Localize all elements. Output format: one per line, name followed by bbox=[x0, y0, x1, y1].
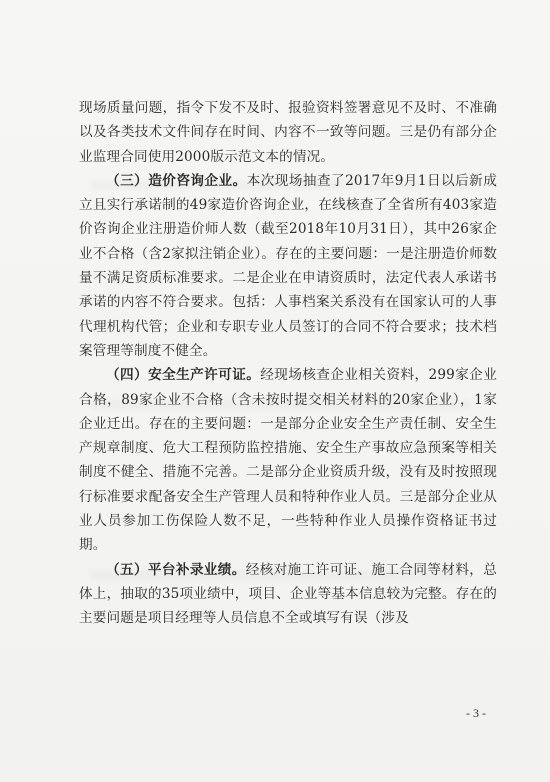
paragraph-text: 经核对施工许可证、施工合同等材料，总体上，抽取的35项业绩中，项目、企业等基本信息较为完整。存在的主要问题是项目经理等人员信息不全或填写有误（涉及 bbox=[79, 561, 498, 627]
paragraph-text: 经现场核查企业相关资料，299家企业合格，89家企业不合格（含未按时提交相关材料的20家企业），1家企业迁出。存在的主要问题：一是部分企业安全生产责任制、安全生产规章制度、危大工程预防监控措施、安全生产事故应急预案等相关制度不健全、措施不完善。二是部分企业资质升级，没有及时按照现行标准要求配备安全生产管理人员和特种作业人员。三是部分企业从业人员参加工伤保险人数不足，一些特种作业人员操作资格证书过期。 bbox=[79, 367, 497, 554]
paragraph-safety-license bbox=[79, 363, 497, 557]
paragraph-quality-issues bbox=[79, 96, 497, 169]
paragraph-text: 现场质量问题，指令下发不及时、报验资料签署意见不及时、不准确以及各类技术文件间存在时间、内容不一致等问题。三是仍有部分企业监理合同使用2000版示范文本的情况。 bbox=[79, 100, 497, 165]
section-heading: （五）平台补录业绩。 bbox=[106, 561, 246, 578]
document-body bbox=[79, 96, 497, 631]
section-heading: （三）造价咨询企业。 bbox=[106, 172, 247, 189]
paragraph-text: 本次现场抽查了2017年9月1日以后新成立且实行承诺制的49家造价咨询企业，在线核查了全省所有403家造价咨询企业注册造价师人数（截至2018年10月31日），其中26家企业不合格（含2家拟注销企业）。存在的主要问题：一是注册造价师数量不满足资质标准要求。二是企业在申请资质时，法定代表人承诺书承诺的内容不符合要求。包括：人事档案关系没有在国家认可的人事代理机构代管；企业和专职专业人员签订的合同不符合要求；技术档案管理等制度不健全。 bbox=[79, 172, 497, 359]
section-heading: （四）安全生产许可证。 bbox=[106, 367, 261, 384]
page-number: - 3 - bbox=[466, 706, 486, 720]
paragraph-platform-records bbox=[79, 558, 497, 631]
paragraph-cost-consulting bbox=[79, 169, 497, 363]
